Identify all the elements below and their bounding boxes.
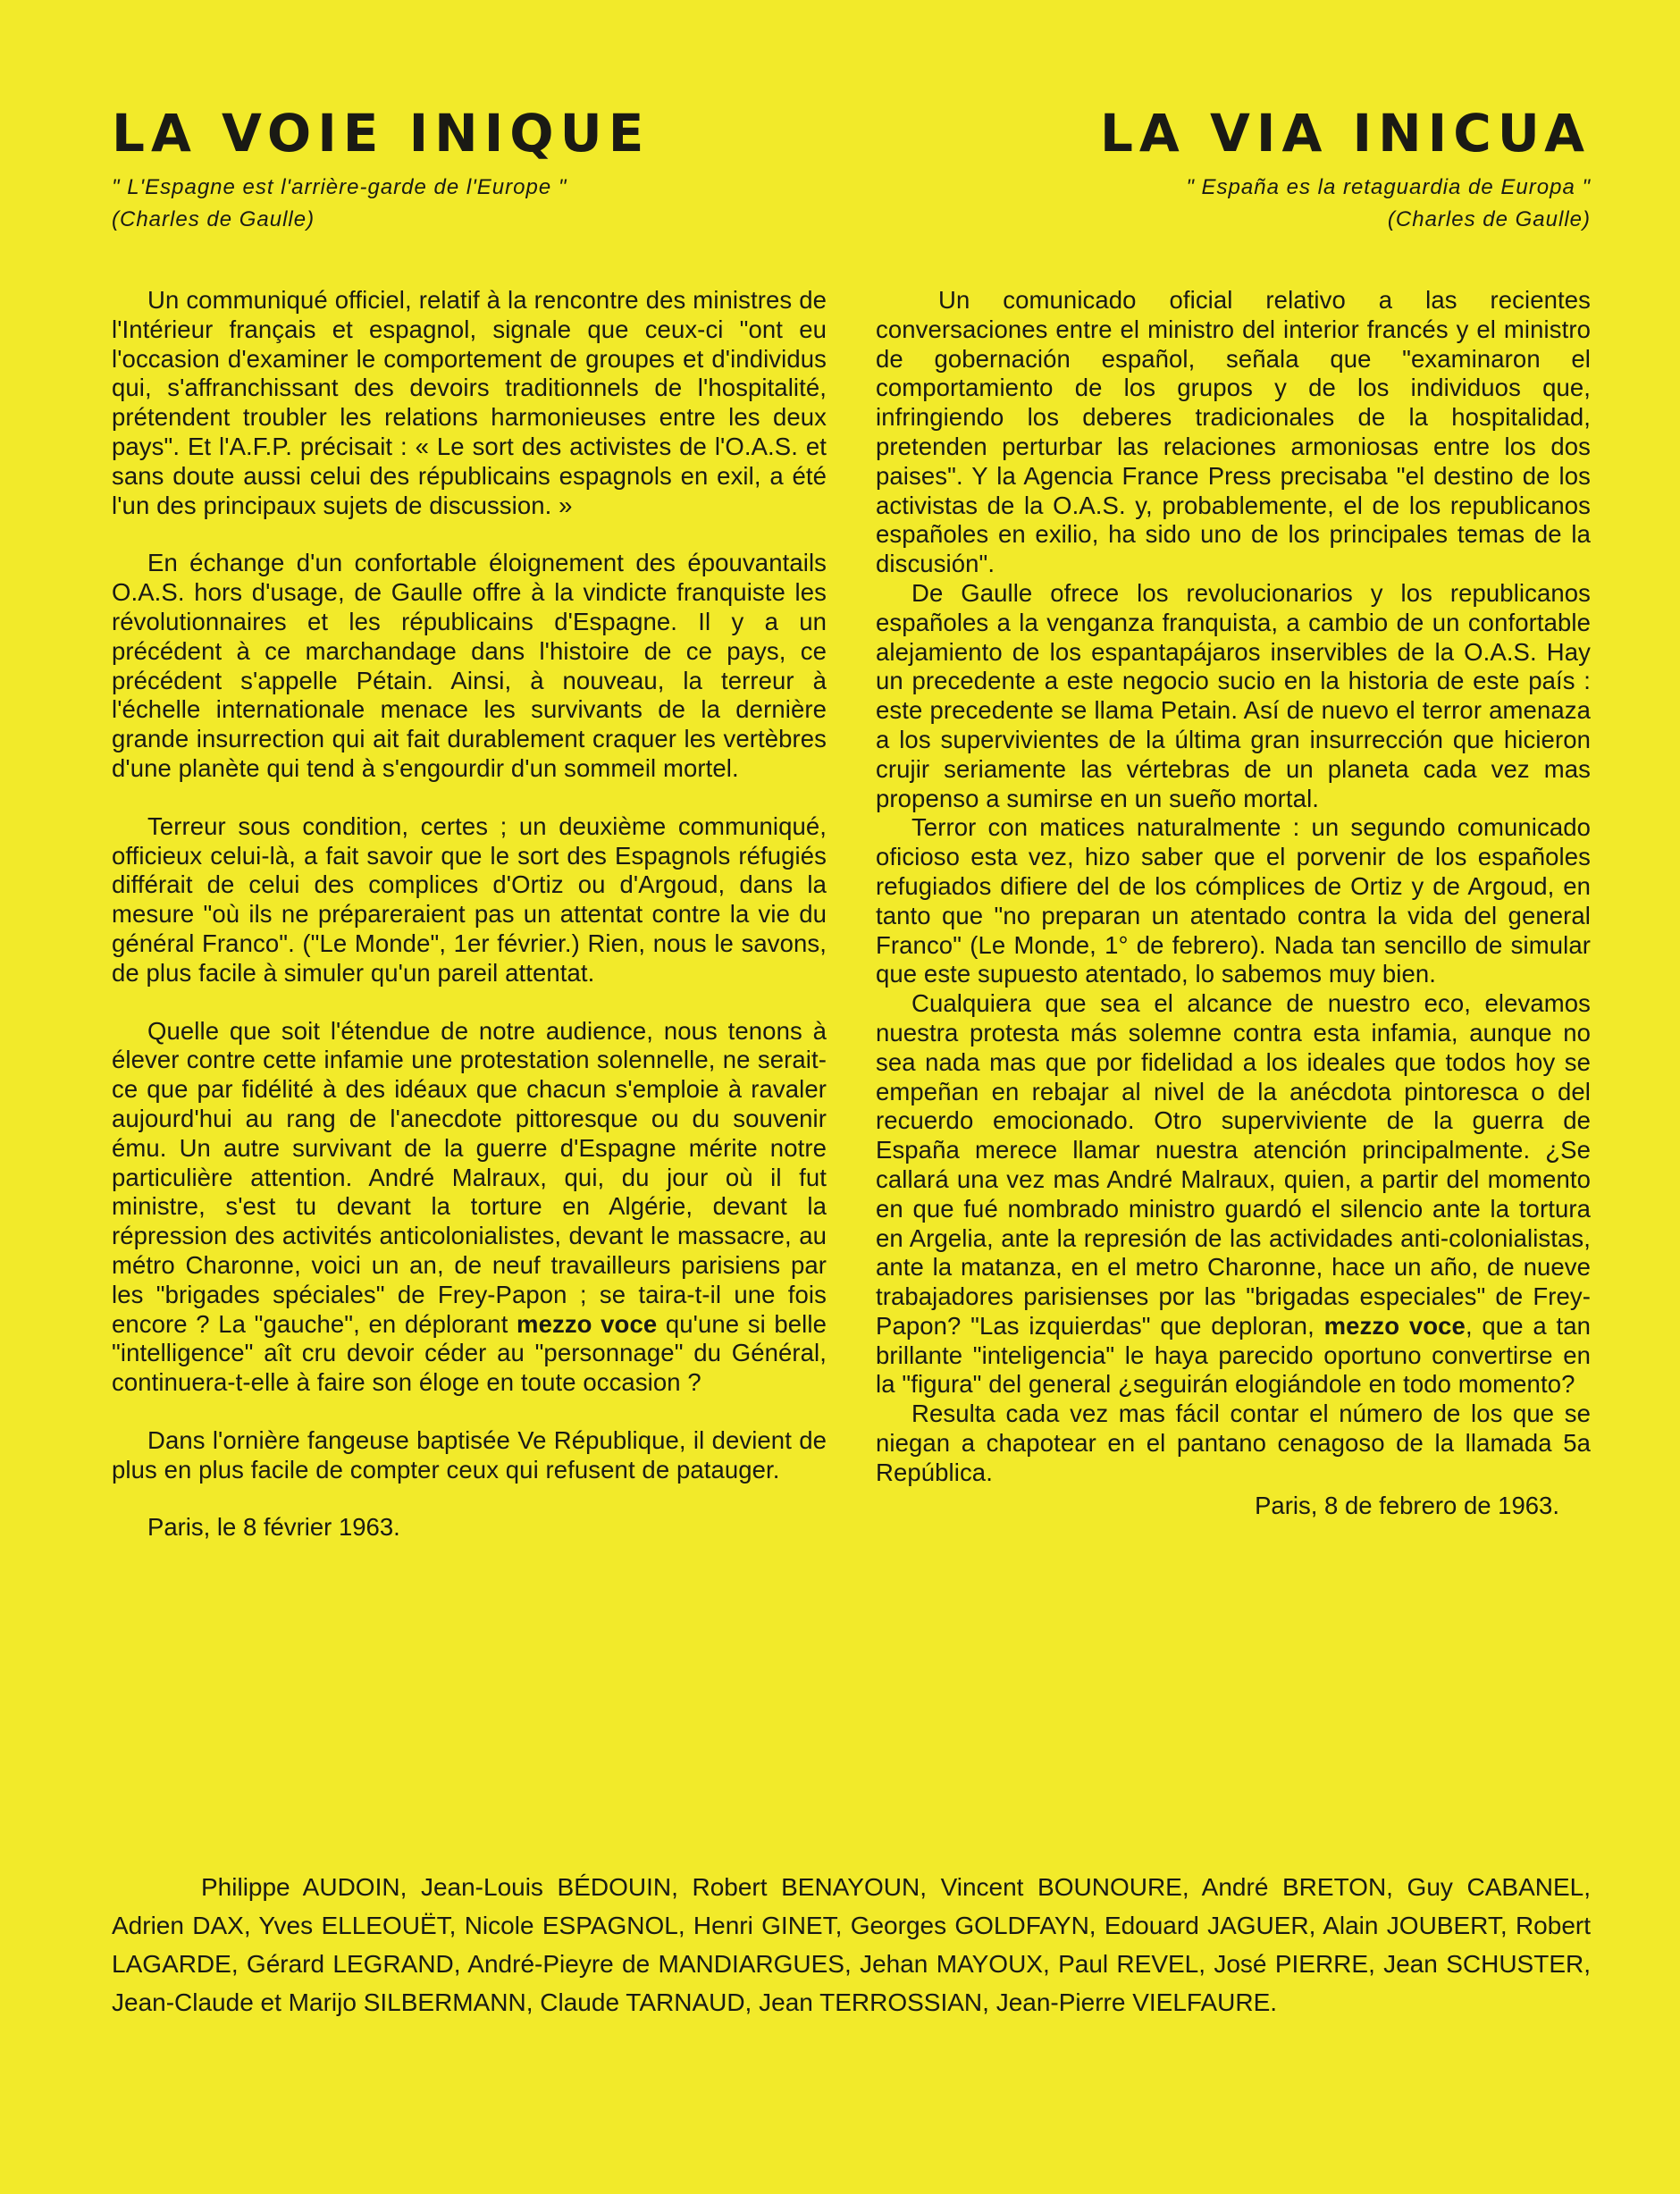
signatories-list <box>112 1868 1591 2022</box>
spanish-paragraph-4 <box>876 989 1591 1400</box>
french-paragraph-1: Un communiqué officiel, relatif à la rencontre des ministres de l'Intérieur français et espagnol, signale que ceux-ci "ont eu l'occasion d'examiner le comportement de groupes et d'individus qui, s'affranchissant des devoirs traditionnels de l'hospitalité, prétendent troubler les relations harmonieuses entre les deux pays". Et l'A.F.P. précisait : « Le sort des activistes de l'O.A.S. et sans doute aussi celui des républicains espagnols en exil, a été l'un des principaux sujets de discussion. » <box>112 286 827 519</box>
french-dateline: Paris, le 8 février 1963. <box>147 1513 400 1542</box>
signatories-text: Philippe AUDOIN, Jean-Louis BÉDOUIN, Robert BENAYOUN, Vincent BOUNOURE, André BRETON, Guy CABANEL, Adrien DAX, Yves ELLEOUËT, Nicole ESPAGNOL, Henri GINET, Georges GOLDFAYN, Edouard JAGUER, Alain JOUBERT, Robert LAGARDE, Gérard LEGRAND, André-Pieyre de MANDIARGUES, Jehan MAYOUX, Paul REVEL, José PIERRE, Jean SCHUSTER, Jean-Claude et Marijo SILBERMANN, Claude TARNAUD, Jean TERROSSIAN, Jean-Pierre VIELFAURE. <box>112 1873 1591 2016</box>
french-column <box>112 103 827 1542</box>
spanish-paragraph-5: Resulta cada vez mas fácil contar el número de los que se niegan a chapotear en el pantano cenagoso de la llamada 5a República. <box>876 1400 1591 1486</box>
french-title: LA VOIE INIQUE <box>112 103 651 164</box>
spanish-body <box>876 286 1591 1488</box>
french-epigraph-author: (Charles de Gaulle) <box>112 207 315 231</box>
french-paragraph-4-part-1: Quelle que soit l'étendue de notre audience, nous tenons à élever contre cette infamie une protestation solennelle, ne serait-ce que par fidélité à des idéaux que chacun s'emploie à ravaler aujourd'hui au rang de l'anecdote pittoresque ou du souvenir ému. Un autre survivant de la guerre d'Espagne mérite notre particulière attention. André Malraux, qui, du jour où il fut ministre, s'est tu devant la torture en Algérie, devant la répression des activités anticolonialistes, devant le massacre, au métro Charonne, voici un an, de neuf travailleurs parisiens par les "brigades spéciales" de Frey-Papon ; se taira-t-il une fois encore ? La "gauche", en déplorant <box>112 1016 827 1338</box>
french-body <box>112 286 827 1484</box>
spanish-column <box>876 103 1591 1520</box>
spanish-mezzo-voce: mezzo voce <box>1323 1311 1466 1340</box>
french-mezzo-voce: mezzo voce <box>517 1309 658 1338</box>
french-paragraph-4-part-2: qu'une si belle "intelligence" aît cru devoir céder au "personnage" du Général, continuera-t-elle à faire son éloge en toute occasion ? <box>112 1309 827 1397</box>
spanish-paragraph-1: Un comunicado oficial relativo a las recientes conversaciones entre el ministro del interior francés y el ministro de gobernación español, señala que "examinaron el comportamiento de los grupos y de los individuos que, infringiendo los deberes tradicionales de la hospitalidad, pretenden perturbar las relaciones armoniosas entre los dos paises". Y la Agencia France Press precisaba "el destino de los activistas de la O.A.S. y, probablemente, el de los republicanos españoles en exilio, ha sido uno de los principales temas de la discusión". <box>876 286 1591 578</box>
french-epigraph-quote: " L'Espagne est l'arrière-garde de l'Europe " <box>112 175 567 199</box>
spanish-epigraph-quote: " España es la retaguardia de Europa " <box>1186 175 1591 199</box>
french-paragraph-5: Dans l'ornière fangeuse baptisée Ve République, il devient de plus en plus facile de compter ceux qui refusent de patauger. <box>112 1425 827 1484</box>
spanish-epigraph <box>876 172 1591 236</box>
spanish-title: LA VIA INICUA <box>1099 103 1591 164</box>
spanish-paragraph-2: De Gaulle ofrece los revolucionarios y los republicanos españoles a la venganza franquista, a cambio de un confortable alejamiento de los espantapájaros inservibles de la O.A.S. Hay un precedente a este negocio sucio en la historia de este país : este precedente se llama Petain. Así de nuevo el terror amenaza a los supervivientes de la última gran insurrección que hicieron crujir seriamente las vértebras de un planeta cada vez mas propenso a sumirse en un sueño mortal. <box>876 578 1591 812</box>
french-paragraph-3: Terreur sous condition, certes ; un deuxième communiqué, officieux celui-là, a fait savoir que le sort des Espagnols réfugiés différait de celui des complices d'Ortiz ou d'Argoud, dans la mesure "où ils ne prépareraient pas un attentat contre la vie du général Franco". ("Le Monde", 1er février.) Rien, nous le savons, de plus facile à simuler qu'un pareil attentat. <box>112 811 827 987</box>
spanish-paragraph-4-part-2: , que a tan brillante "inteligencia" le haya parecido oportuno convertirse en la "figura" del general ¿seguirán elogiándole en todo momento? <box>876 1311 1591 1399</box>
french-paragraph-2: En échange d'un confortable éloignement des épouvantails O.A.S. hors d'usage, de Gaulle offre à la vindicte franquiste les révolutionnaires et les républicains d'Espagne. Il y a un précédent à ce marchandage dans l'histoire de ce pays, ce précédent s'appelle Pétain. Ainsi, à nouveau, la terreur à l'échelle internationale menace les survivants de la dernière grande insurrection qui ait fait durablement craquer les vertèbres d'une planète qui tend à s'engourdir d'un sommeil mortel. <box>112 549 827 782</box>
french-paragraph-4 <box>112 1017 827 1398</box>
spanish-paragraph-4-part-1: Cualquiera que sea el alcance de nuestro eco, elevamos nuestra protesta más solemne contra esta infamia, aunque no sea nada mas que por fidelidad a los ideales que todos hoy se empeñan en rebajar al nivel de la anécdota pintoresca o del recuerdo emocionado. Otro superviviente de la guerra de España merece llamar nuestra atención principalmente. ¿Se callará una vez mas André Malraux, quien, a partir del momento en que fué nombrado ministro guardó el silencio ante la tortura en Argelia, ante la represión de las actividades anti-colonialistas, ante la matanza, en el metro Charonne, hace un año, de nueve trabajadores parisienses por las "brigadas especiales" de Frey-Papon? "Las izquierdas" que deploran, <box>876 989 1591 1340</box>
french-epigraph <box>112 172 827 236</box>
spanish-paragraph-3: Terror con matices naturalmente : un segundo comunicado oficioso esta vez, hizo saber que el porvenir de los españoles refugiados difiere del de los cómplices de Ortiz y de Argoud, en tanto que "no preparan un atentado contra la vida del general Franco" (Le Monde, 1° de febrero). Nada tan sencillo de simular que este supuesto atentado, lo sabemos muy bien. <box>876 813 1591 988</box>
spanish-epigraph-author: (Charles de Gaulle) <box>1387 207 1591 231</box>
spanish-dateline: Paris, 8 de febrero de 1963. <box>1255 1491 1559 1519</box>
